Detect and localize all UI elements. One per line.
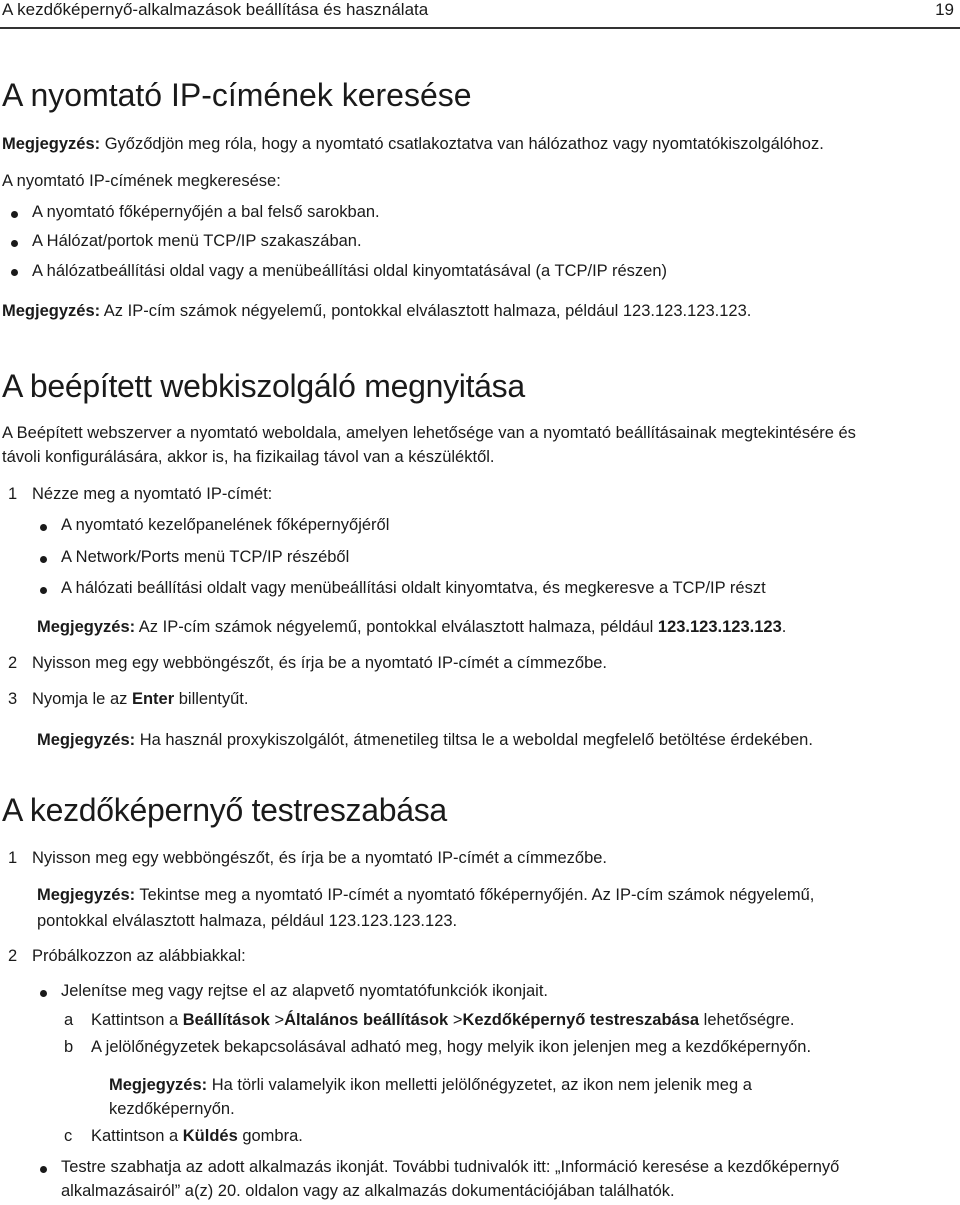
- enter-key-label: Enter: [131, 690, 175, 708]
- note-label: Megjegyzés:: [37, 731, 136, 749]
- note-continuation: kezdőképernyőn.: [109, 1100, 235, 1118]
- substep-text: [91, 1011, 794, 1030]
- bullet-icon: [40, 1166, 47, 1173]
- paragraph-line: A Beépített webszerver a nyomtató weboldala, amelyen lehetősége van a nyomtató beállításainak megtekintésére és: [2, 424, 856, 442]
- bullet-icon: [40, 990, 47, 997]
- note-paragraph: [37, 731, 813, 750]
- menu-path-general: Általános beállítások: [284, 1011, 449, 1029]
- header-divider: [0, 27, 960, 29]
- substep-letter: c: [64, 1127, 73, 1145]
- note-continuation: pontokkal elválasztott halmaza, például 123.123.123.123.: [37, 912, 458, 930]
- step-text: Nyisson meg egy webböngészőt, és írja be a nyomtató IP-címét a címmezőbe.: [32, 654, 608, 672]
- intro-text: A nyomtató IP-címének megkeresése:: [2, 172, 281, 190]
- note-text: Ha használ proxykiszolgálót, átmenetileg tiltsa le a weboldal megfelelő betöltése érdekében.: [135, 731, 813, 749]
- substep-post: gombra.: [237, 1127, 303, 1145]
- note-end: .: [781, 618, 787, 636]
- note-text: Az IP-cím számok négyelemű, pontokkal elválasztott halmaza, például 123.123.123.123.: [100, 302, 752, 320]
- bullet-icon: [40, 587, 47, 594]
- step-number: 2: [8, 654, 18, 672]
- note-text: Győződjön meg róla, hogy a nyomtató csatlakoztatva van hálózathoz vagy nyomtatókiszolgálóhoz.: [100, 135, 824, 153]
- bullet-icon: [11, 269, 18, 276]
- step-number: 3: [8, 690, 18, 708]
- step-text-pre: Nyomja le az: [32, 690, 132, 708]
- bullet-item: A nyomtató kezelőpanelének főképernyőjéről: [61, 516, 390, 534]
- menu-path-separator: >: [269, 1011, 285, 1029]
- substep-letter: b: [64, 1038, 74, 1056]
- step-text: Nyisson meg egy webböngészőt, és írja be a nyomtató IP-címét a címmezőbe.: [32, 849, 608, 867]
- note-paragraph: [2, 135, 824, 154]
- step-number: 1: [8, 485, 18, 503]
- substep-pre: Kattintson a: [91, 1127, 183, 1145]
- bullet-item: Testre szabhatja az adott alkalmazás ikonját. További tudnivalók itt: „Információ keresése a kezdőképernyő: [61, 1158, 840, 1176]
- substep-post: lehetőségre.: [699, 1011, 795, 1029]
- bullet-icon: [11, 240, 18, 247]
- page-number: 19: [935, 0, 954, 19]
- send-button-label: Küldés: [182, 1127, 238, 1145]
- note-text: Az IP-cím számok négyelemű, pontokkal elválasztott halmaza, például: [135, 618, 658, 636]
- section-heading-ip-address: A nyomtató IP-címének keresése: [2, 77, 472, 113]
- note-paragraph: [2, 302, 751, 321]
- note-text: Tekintse meg a nyomtató IP-címét a nyomtató főképernyőjén. Az IP-cím számok négyelemű,: [135, 886, 815, 904]
- bullet-item: A Network/Ports menü TCP/IP részéből: [61, 548, 350, 566]
- bullet-icon: [11, 211, 18, 218]
- menu-path-settings: Beállítások: [182, 1011, 270, 1029]
- substep-text: [91, 1127, 303, 1146]
- bullet-item: A Hálózat/portok menü TCP/IP szakaszában.: [32, 232, 362, 250]
- bullet-icon: [40, 556, 47, 563]
- step-text: [32, 690, 248, 709]
- substep-letter: a: [64, 1011, 74, 1029]
- note-label: Megjegyzés:: [37, 886, 136, 904]
- note-label: Megjegyzés:: [2, 135, 101, 153]
- section-heading-web-server: A beépített webkiszolgáló megnyitása: [2, 368, 525, 404]
- bullet-item-continuation: alkalmazásairól” a(z) 20. oldalon vagy az alkalmazás dokumentációjában találhatók.: [61, 1182, 675, 1200]
- bullet-icon: [40, 524, 47, 531]
- note-label: Megjegyzés:: [2, 302, 101, 320]
- step-number: 1: [8, 849, 18, 867]
- substep-text: A jelölőnégyzetek bekapcsolásával adható meg, hogy melyik ikon jelenjen meg a kezdőképernyőn.: [91, 1038, 812, 1056]
- paragraph-line: távoli konfigurálására, akkor is, ha fizikailag távol van a készüléktől.: [2, 448, 495, 466]
- bullet-item: A hálózatbeállítási oldal vagy a menübeállítási oldal kinyomtatásával (a TCP/IP részen): [32, 262, 667, 280]
- note-paragraph: [37, 618, 786, 637]
- menu-path-customize: Kezdőképernyő testreszabása: [462, 1011, 700, 1029]
- menu-path-separator: >: [448, 1011, 463, 1029]
- step-text-post: billentyűt.: [174, 690, 249, 708]
- substep-pre: Kattintson a: [91, 1011, 183, 1029]
- step-text: Próbálkozzon az alábbiakkal:: [32, 947, 246, 965]
- note-paragraph: [109, 1076, 752, 1095]
- running-header-title: A kezdőképernyő-alkalmazások beállítása és használata: [2, 0, 429, 19]
- bullet-item: A hálózati beállítási oldalt vagy menübeállítási oldalt kinyomtatva, és megkeresve a TCP/IP részt: [61, 579, 766, 597]
- section-heading-customize-home: A kezdőképernyő testreszabása: [2, 792, 447, 828]
- step-number: 2: [8, 947, 18, 965]
- note-label: Megjegyzés:: [109, 1076, 208, 1094]
- bullet-item: Jelenítse meg vagy rejtse el az alapvető nyomtatófunkciók ikonjait.: [61, 982, 549, 1000]
- note-label: Megjegyzés:: [37, 618, 136, 636]
- bullet-item: A nyomtató főképernyőjén a bal felső sarokban.: [32, 203, 380, 221]
- step-text: Nézze meg a nyomtató IP-címét:: [32, 485, 273, 503]
- note-paragraph: [37, 886, 814, 905]
- ip-example: 123.123.123.123: [657, 618, 782, 636]
- note-text: Ha törli valamelyik ikon melletti jelölőnégyzetet, az ikon nem jelenik meg a: [207, 1076, 752, 1094]
